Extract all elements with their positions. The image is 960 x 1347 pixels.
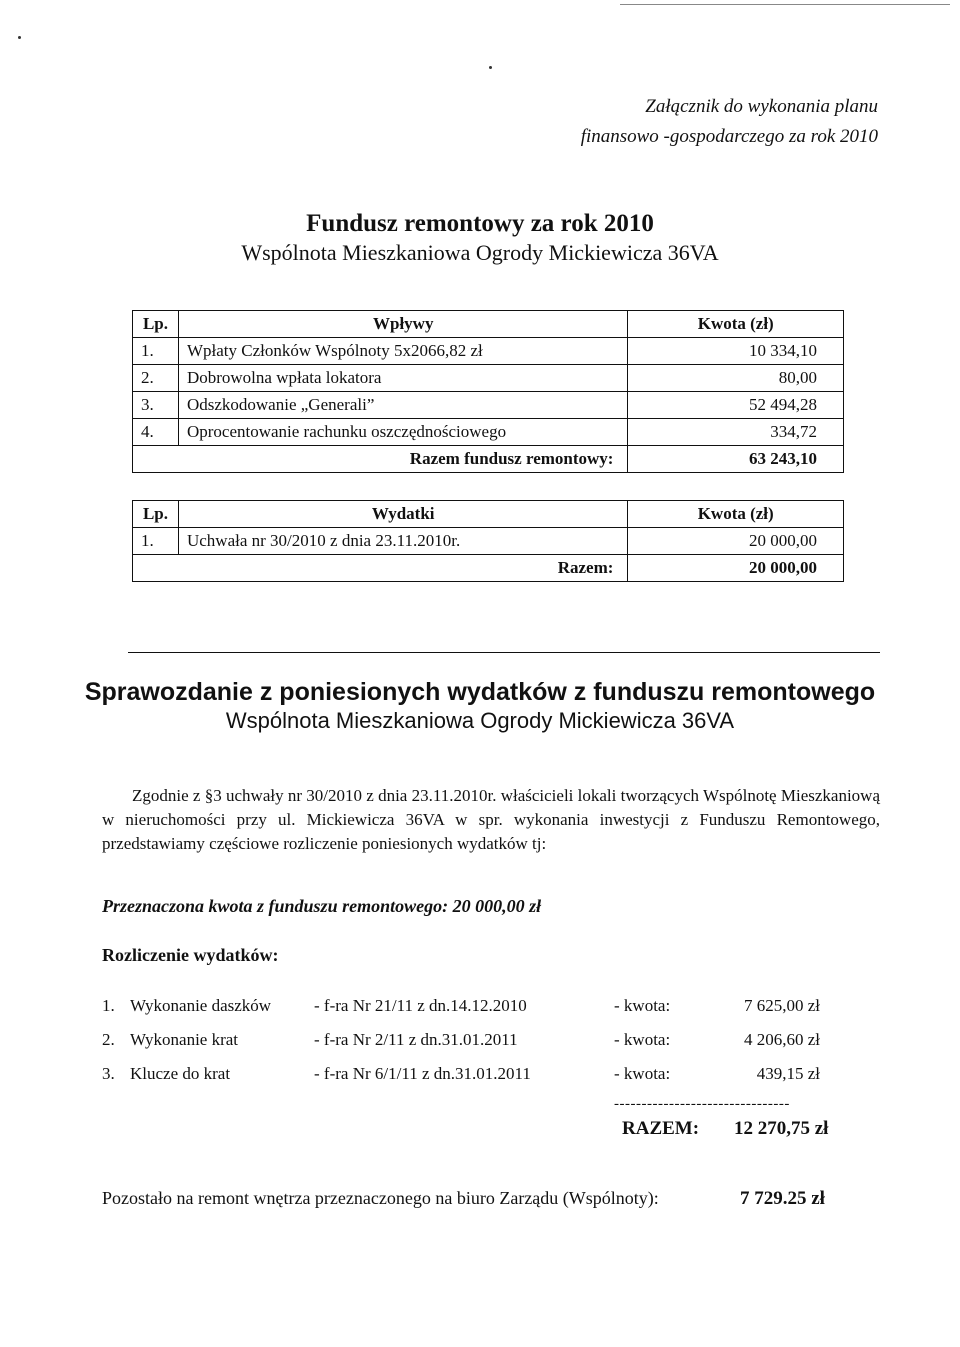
income-col-desc: Wpływy xyxy=(178,311,628,338)
item-name: Wykonanie krat xyxy=(130,1030,239,1049)
report-paragraph: Zgodnie z §3 uchwały nr 30/2010 z dnia 23.11.2010r. właścicieli lokali tworzących Wspólnotę Mieszkaniową w nieruchomości przy ul. Mickiewicza 36VA w spr. wykonania inwestycji z Funduszu Remontowego, przedstawiamy częściowe rozliczenie poniesionych wydatków tj: xyxy=(102,786,880,853)
report-subtitle: Wspólnota Mieszkaniowa Ogrody Mickiewicza 36VA xyxy=(225,708,735,733)
sum-label: RAZEM: xyxy=(622,1118,700,1139)
scan-speck xyxy=(489,66,492,69)
list-item xyxy=(102,996,862,1022)
row-desc: Dobrowolna wpłata lokatora xyxy=(178,365,628,392)
document-title: Fundusz remontowy za rok 2010 xyxy=(306,210,654,237)
table-row xyxy=(133,365,844,392)
income-col-amount: Kwota (zł) xyxy=(628,311,844,338)
table-row xyxy=(133,419,844,446)
document-subtitle: Wspólnota Mieszkaniowa Ogrody Mickiewicza 36VA xyxy=(241,240,719,265)
income-table xyxy=(132,310,844,473)
row-amount: 334,72 xyxy=(628,419,844,446)
item-number: 3. xyxy=(102,1064,115,1083)
row-desc: Odszkodowanie „Generali” xyxy=(178,392,628,419)
annex-line-2: finansowo -gospodarczego za rok 2010 xyxy=(580,126,878,147)
settlement-heading: Rozliczenie wydatków: xyxy=(102,945,279,965)
item-number: 2. xyxy=(102,1030,115,1049)
remaining-value: 7 729.25 zł xyxy=(740,1188,825,1209)
row-amount: 20 000,00 xyxy=(628,528,844,555)
item-kwota-label: - kwota: xyxy=(614,996,671,1015)
table-row xyxy=(133,338,844,365)
expenses-col-lp: Lp. xyxy=(133,501,179,528)
expenses-col-amount: Kwota (zł) xyxy=(628,501,844,528)
sum-value: 12 270,75 zł xyxy=(734,1118,829,1139)
item-name: Klucze do krat xyxy=(130,1064,231,1083)
list-item xyxy=(102,1064,862,1090)
row-amount: 80,00 xyxy=(628,365,844,392)
top-edge-line xyxy=(620,4,950,5)
item-amount: 4 206,60 zł xyxy=(743,1030,820,1049)
row-lp: 1. xyxy=(133,338,179,365)
expenses-header-row xyxy=(133,501,844,528)
item-amount: 439,15 zł xyxy=(756,1064,820,1083)
row-lp: 3. xyxy=(133,392,179,419)
list-item xyxy=(102,1030,862,1056)
row-desc: Oprocentowanie rachunku oszczędnościowego xyxy=(178,419,628,446)
expenses-total-value: 20 000,00 xyxy=(628,555,844,582)
section-divider xyxy=(128,652,880,653)
item-invoice: - f-ra Nr 6/1/11 z dn.31.01.2011 xyxy=(314,1064,531,1083)
row-amount: 52 494,28 xyxy=(628,392,844,419)
table-row xyxy=(133,528,844,555)
income-header-row xyxy=(133,311,844,338)
row-lp: 4. xyxy=(133,419,179,446)
row-lp: 2. xyxy=(133,365,179,392)
income-total-row xyxy=(133,446,844,473)
table-row xyxy=(133,392,844,419)
item-name: Wykonanie daszków xyxy=(130,996,272,1015)
item-kwota-label: - kwota: xyxy=(614,1064,671,1083)
item-amount: 7 625,00 zł xyxy=(743,996,820,1015)
item-invoice: - f-ra Nr 21/11 z dn.14.12.2010 xyxy=(314,996,527,1015)
row-desc: Wpłaty Członków Wspólnoty 5x2066,82 zł xyxy=(178,338,628,365)
expenses-total-label: Razem: xyxy=(133,555,628,582)
income-total-value: 63 243,10 xyxy=(628,446,844,473)
item-number: 1. xyxy=(102,996,115,1015)
report-title: Sprawozdanie z poniesionych wydatków z funduszu remontowego xyxy=(84,678,876,706)
row-desc: Uchwała nr 30/2010 z dnia 23.11.2010r. xyxy=(178,528,627,555)
annex-line-1: Załącznik do wykonania planu xyxy=(645,96,878,117)
scan-speck xyxy=(18,36,21,39)
income-col-lp: Lp. xyxy=(133,311,179,338)
expenses-col-desc: Wydatki xyxy=(178,501,627,528)
expenses-total-row xyxy=(133,555,844,582)
allocated-amount: Przeznaczona kwota z funduszu remontowego: 20 000,00 zł xyxy=(102,896,542,916)
sum-separator: -------------------------------- xyxy=(614,1096,790,1112)
row-lp: 1. xyxy=(133,528,179,555)
item-kwota-label: - kwota: xyxy=(614,1030,671,1049)
annex-note xyxy=(581,92,878,152)
row-amount: 10 334,10 xyxy=(628,338,844,365)
expenses-table xyxy=(132,500,844,582)
item-invoice: - f-ra Nr 2/11 z dn.31.01.2011 xyxy=(314,1030,518,1049)
remaining-text: Pozostało na remont wnętrza przeznaczonego na biuro Zarządu (Wspólnoty): xyxy=(102,1188,659,1208)
income-total-label: Razem fundusz remontowy: xyxy=(133,446,628,473)
